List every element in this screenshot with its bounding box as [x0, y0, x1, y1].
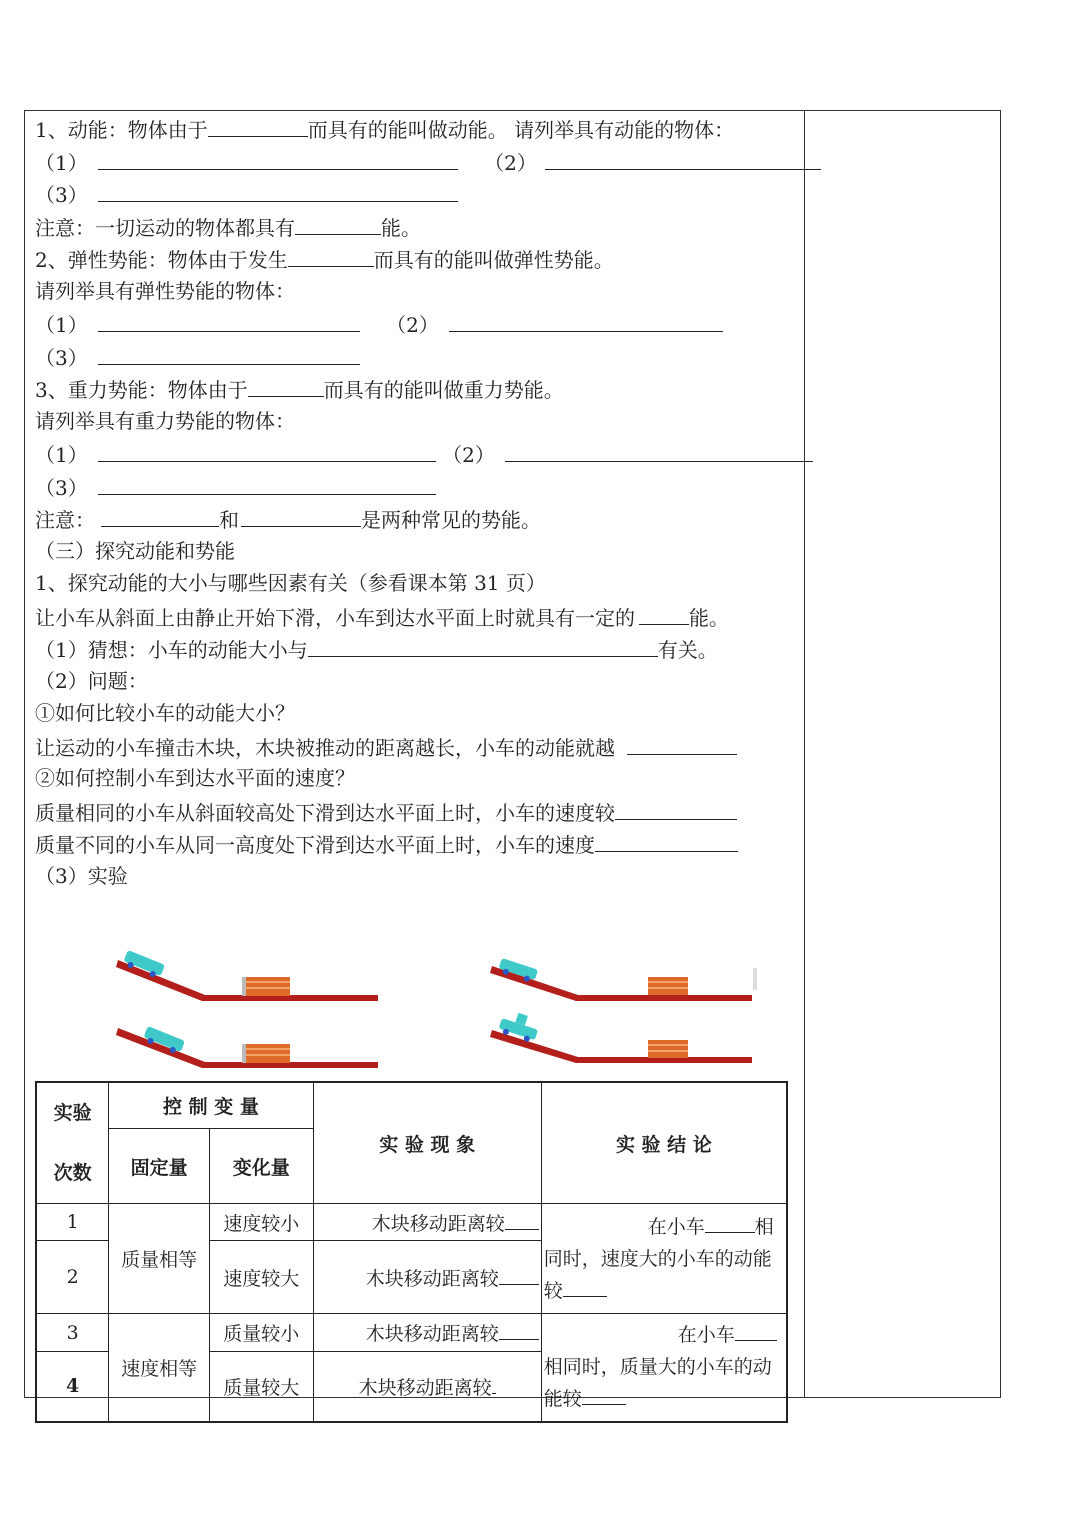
text: 让小车从斜面上由静止开始下滑，小车到达水平面上时就具有一定的	[35, 605, 635, 630]
answer-blank[interactable]	[288, 242, 374, 267]
elastic-energy-definition	[35, 242, 795, 275]
varied-variable: 质量较小	[209, 1314, 313, 1352]
item-label: （2）	[484, 150, 537, 175]
ramp-setup-4	[490, 1008, 752, 1063]
text: 而具有的能叫做弹性势能。	[373, 248, 614, 272]
fixed-variable: 质量相等	[109, 1204, 210, 1314]
text: 是两种常见的势能。	[361, 508, 541, 532]
header-fixed: 固定量	[109, 1129, 210, 1204]
answer-blank[interactable]	[98, 145, 458, 170]
kinetic-examples-row-3	[35, 177, 795, 210]
text: 而具有的能叫做重力势能。	[323, 378, 564, 402]
answer-blank[interactable]	[499, 1319, 539, 1340]
answer-blank[interactable]	[499, 1264, 539, 1285]
answer-blank[interactable]	[615, 795, 737, 820]
item-label: （2）	[386, 313, 439, 337]
text: 注意：	[35, 508, 95, 532]
item-label: （3）	[35, 183, 88, 207]
text: 注意：一切运动的物体都具有	[35, 215, 295, 240]
trial-number: 3	[36, 1314, 109, 1352]
answer-blank[interactable]	[295, 210, 381, 235]
header-text: 实验	[53, 1102, 92, 1124]
text: 木块移动距离较	[358, 1376, 492, 1399]
gravity-energy-definition	[35, 372, 795, 405]
conclusion-cell-1	[541, 1204, 787, 1314]
table-row	[36, 1314, 787, 1352]
answer-blank[interactable]	[98, 437, 436, 462]
kinetic-note	[35, 210, 795, 243]
question-2-line-a	[35, 795, 795, 828]
right-column-divider	[804, 110, 805, 1398]
header-phenomenon: 实 验 现 象	[313, 1082, 541, 1204]
text: 能。	[689, 605, 729, 630]
trial-number: 1	[36, 1204, 109, 1241]
cart-intro	[35, 600, 795, 633]
text: 木块移动距离较	[365, 1267, 499, 1290]
text: 能较	[543, 1388, 582, 1411]
answer-blank[interactable]	[449, 307, 723, 332]
potential-energy-note	[35, 502, 795, 535]
kinetic-examples-row	[35, 145, 795, 178]
answer-blank[interactable]	[248, 372, 324, 397]
answer-blank[interactable]	[505, 1209, 539, 1230]
ramp-setup-1	[116, 950, 378, 1001]
answer-blank[interactable]	[582, 1384, 626, 1405]
question-heading: （2）问题：	[35, 668, 148, 693]
text: 同时，速度大的小车的动能	[543, 1247, 772, 1270]
text: 质量不同的小车从同一高度处下滑到达水平面上时，小车的速度	[35, 833, 595, 857]
question-2-line-b	[35, 827, 795, 860]
table-row	[36, 1204, 787, 1241]
text: 木块移动距离较	[371, 1212, 505, 1235]
item-label: （1）	[35, 150, 88, 175]
answer-blank[interactable]	[595, 827, 738, 852]
trial-number: 2	[36, 1241, 109, 1314]
varied-variable: 速度较大	[209, 1241, 313, 1314]
guess-line	[35, 632, 795, 665]
answer-blank[interactable]	[545, 145, 821, 170]
text: 和	[219, 508, 239, 532]
kinetic-energy-definition	[35, 112, 795, 145]
answer-blank[interactable]	[505, 437, 813, 462]
item-label: （1）	[35, 443, 88, 467]
fixed-variable: 速度相等	[109, 1314, 210, 1422]
answer-blank[interactable]	[98, 177, 458, 202]
text: 质量相同的小车从斜面较高处下滑到达水平面上时，小车的速度较	[35, 800, 615, 825]
question-1-answer	[35, 730, 795, 763]
answer-blank[interactable]	[563, 1276, 607, 1297]
answer-blank[interactable]	[98, 340, 360, 365]
gravity-examples-row	[35, 437, 795, 470]
item-label: （2）	[442, 443, 495, 467]
answer-blank[interactable]	[241, 502, 361, 527]
header-control-variable: 控 制 变 量	[109, 1082, 313, 1129]
phenomenon-cell	[313, 1204, 541, 1241]
answer-blank[interactable]	[98, 307, 360, 332]
text: 能。	[381, 215, 421, 240]
text: 相	[754, 1215, 774, 1238]
header-varied: 变化量	[209, 1129, 313, 1204]
phenomenon-cell	[313, 1352, 541, 1422]
phenomenon-cell	[313, 1314, 541, 1352]
item-label: （3）	[35, 345, 88, 370]
experiment-label: （3）实验	[35, 863, 128, 888]
text: 2、弹性势能：物体由于发生	[35, 248, 288, 272]
text: 3、重力势能：物体由于	[35, 378, 248, 402]
worksheet-content	[35, 112, 795, 892]
text: 在小车	[647, 1215, 705, 1238]
question-2: ②如何控制小车到达水平面的速度？	[35, 766, 355, 790]
item-label: （1）	[35, 313, 88, 337]
header-text: 次数	[53, 1162, 92, 1184]
answer-blank[interactable]	[627, 730, 737, 755]
elastic-examples-row-3	[35, 340, 795, 373]
answer-blank[interactable]	[101, 502, 219, 527]
answer-blank[interactable]	[98, 470, 436, 495]
answer-blank[interactable]	[639, 600, 689, 625]
ramp-setup-2	[116, 1026, 378, 1068]
text: 让运动的小车撞击木块，木块被推动的距离越长，小车的动能就越	[35, 735, 615, 760]
conclusion-cell-2	[541, 1314, 787, 1422]
answer-blank[interactable]	[208, 112, 308, 137]
varied-variable: 质量较大	[209, 1352, 313, 1422]
text: 在小车	[677, 1324, 735, 1347]
text: （1）猜想：小车的动能大小与	[35, 638, 308, 662]
text: 而具有的能叫做动能。 请列举具有动能的物体：	[307, 118, 735, 142]
answer-blank[interactable]	[705, 1212, 755, 1233]
elastic-prompt: 请列举具有弹性势能的物体：	[35, 278, 295, 303]
answer-blank[interactable]	[308, 632, 658, 657]
text: 1、动能：物体由于	[35, 118, 208, 142]
item-label: （3）	[35, 475, 88, 500]
text: 较	[543, 1279, 563, 1302]
gravity-prompt: 请列举具有重力势能的物体：	[35, 408, 295, 433]
question-1: ①如何比较小车的动能大小？	[35, 701, 295, 725]
elastic-examples-row	[35, 307, 795, 340]
header-conclusion: 实 验 结 论	[541, 1082, 787, 1204]
experiment-illustration	[110, 940, 770, 1075]
phenomenon-cell	[313, 1241, 541, 1314]
section-heading: （三）探究动能和势能	[35, 538, 235, 563]
ramp-setup-3	[490, 958, 757, 1001]
answer-blank[interactable]	[735, 1320, 777, 1341]
experiment-title: 1、探究动能的大小与哪些因素有关（参看课本第 31 页）	[35, 571, 546, 595]
text: 有关。	[657, 638, 718, 662]
text: 相同时，质量大的小车的动	[543, 1356, 772, 1379]
varied-variable: 速度较小	[209, 1204, 313, 1241]
gravity-examples-row-3	[35, 470, 795, 503]
trial-number: 4	[36, 1352, 109, 1422]
text: 木块移动距离较	[365, 1323, 499, 1345]
experiment-table	[35, 1081, 788, 1423]
answer-blank[interactable]	[492, 1373, 496, 1394]
header-trial	[36, 1082, 109, 1204]
